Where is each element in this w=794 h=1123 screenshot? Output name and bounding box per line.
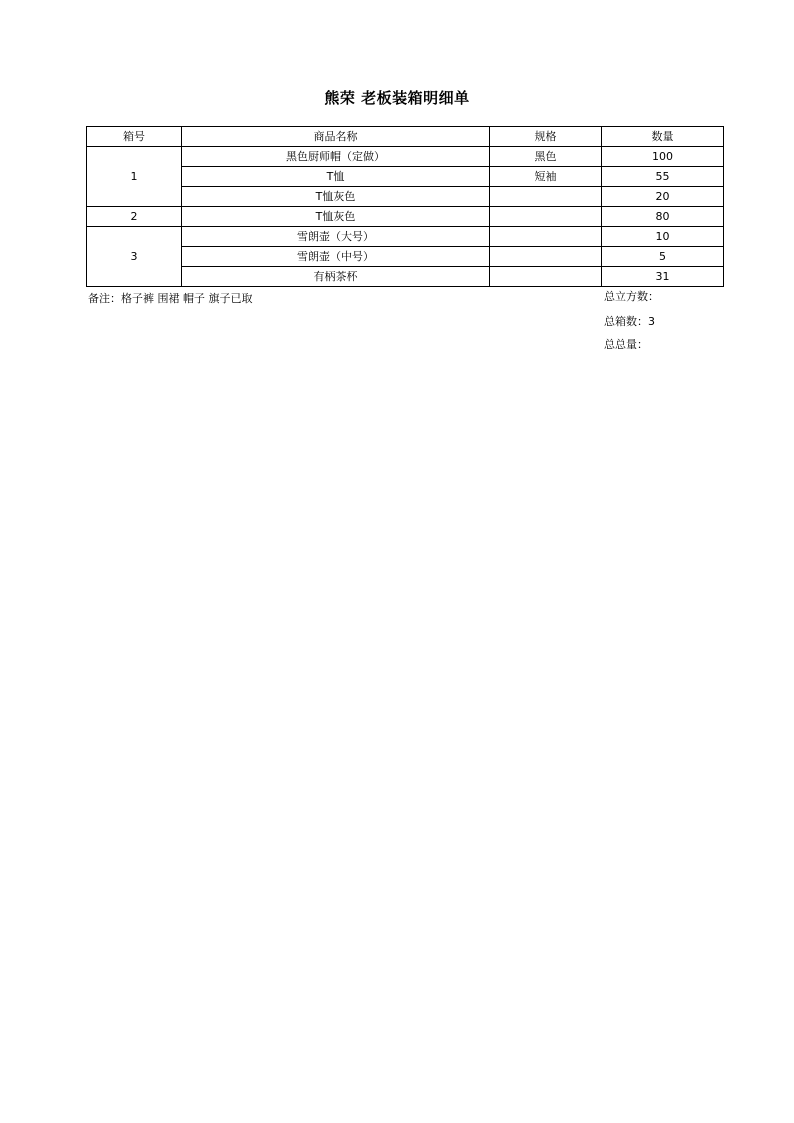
product-name-cell: 雪朗壶（中号）	[182, 247, 490, 267]
column-header-quantity: 数量	[602, 127, 724, 147]
summary-total-boxes: 总箱数：3	[604, 315, 655, 328]
document-title: 熊荣 老板装箱明细单	[324, 89, 470, 107]
quantity-cell: 55	[602, 167, 724, 187]
box-number-cell: 1	[87, 147, 182, 207]
packing-list-table	[86, 126, 724, 287]
table-row	[87, 227, 724, 247]
table-row	[87, 147, 724, 167]
product-name-cell: T恤灰色	[182, 207, 490, 227]
summary-total-weight: 总总量：	[604, 338, 648, 351]
summary-total-volume: 总立方数：	[604, 290, 659, 303]
quantity-cell: 10	[602, 227, 724, 247]
quantity-cell: 5	[602, 247, 724, 267]
spec-cell: 黑色	[490, 147, 602, 167]
product-name-cell: T恤灰色	[182, 187, 490, 207]
column-header-spec: 规格	[490, 127, 602, 147]
spec-cell	[490, 227, 602, 247]
spec-cell	[490, 207, 602, 227]
product-name-cell: 雪朗壶（大号）	[182, 227, 490, 247]
quantity-cell: 31	[602, 267, 724, 287]
spec-cell: 短袖	[490, 167, 602, 187]
table-row	[87, 207, 724, 227]
quantity-cell: 20	[602, 187, 724, 207]
product-name-cell: 有柄茶杯	[182, 267, 490, 287]
spec-cell	[490, 267, 602, 287]
table-row	[87, 187, 724, 207]
table-row	[87, 167, 724, 187]
remarks-note: 备注：格子裤 围裙 帽子 旗子已取	[88, 292, 253, 305]
product-name-cell: T恤	[182, 167, 490, 187]
product-name-cell: 黑色厨师帽（定做）	[182, 147, 490, 167]
table-row	[87, 247, 724, 267]
column-header-box-no: 箱号	[87, 127, 182, 147]
spec-cell	[490, 247, 602, 267]
quantity-cell: 100	[602, 147, 724, 167]
quantity-cell: 80	[602, 207, 724, 227]
table-header-row	[87, 127, 724, 147]
spec-cell	[490, 187, 602, 207]
box-number-cell: 3	[87, 227, 182, 287]
box-number-cell: 2	[87, 207, 182, 227]
table-row	[87, 267, 724, 287]
column-header-product-name: 商品名称	[182, 127, 490, 147]
